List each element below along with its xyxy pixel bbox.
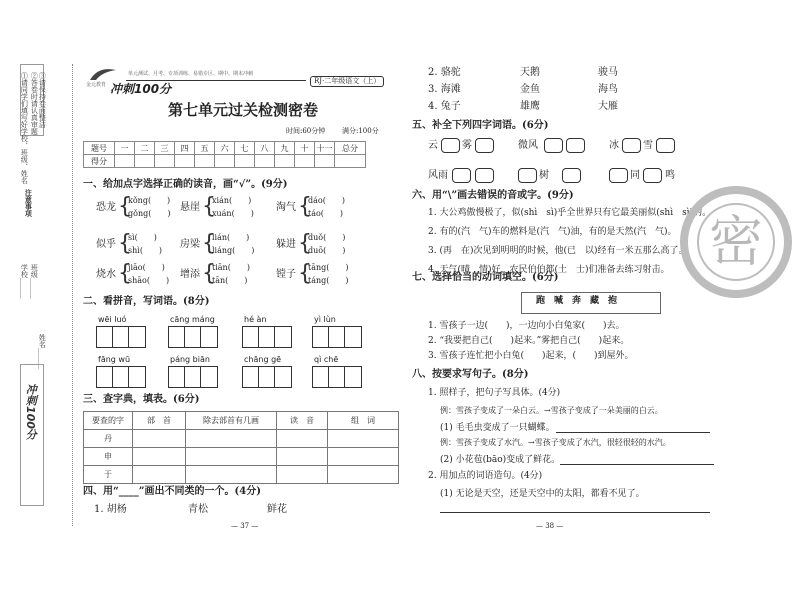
q4-item[interactable]: 鲜花 (267, 504, 287, 515)
q2-pinyin: qì chē (314, 355, 339, 364)
q5-char: 云 (428, 140, 438, 151)
score-header-cell: 七 (235, 142, 255, 155)
writing-grid[interactable] (312, 326, 362, 348)
q1-word: 似乎 (96, 239, 116, 250)
score-header-cell: 十一 (316, 143, 333, 153)
q1-option[interactable]: xuán( ) (212, 209, 254, 218)
q2-pinyin: yì lùn (314, 315, 336, 324)
q6-line[interactable]: 1. 大公鸡傲慢极了，似(shì sì)乎全世界只有它最美丽似(shì sì)的。 (428, 208, 712, 218)
dict-cell[interactable] (133, 448, 186, 466)
verb-list: 跑 喊 奔 藏 抱 (536, 296, 618, 306)
q4-item[interactable]: 4. 兔子 (428, 101, 461, 112)
writing-grid[interactable] (168, 366, 218, 388)
q1-option[interactable]: lián( ) (212, 233, 250, 242)
q5-blank[interactable] (475, 138, 494, 153)
q4-item[interactable]: 2. 骆驼 (428, 67, 461, 78)
dict-cell[interactable] (133, 430, 186, 448)
q8-sentence-3: (1) 无论是天空，还是天空中的太阳，都看不见了。 (440, 489, 645, 499)
dict-char: 申 (84, 448, 133, 466)
side-note-3: ③请保持卷面整洁 (38, 72, 47, 128)
q1-option[interactable]: tān( ) (212, 276, 248, 285)
dict-header: 要查的字 (84, 412, 133, 430)
q8-sentence-2: (2) 小花苞(bāo)变成了鲜花。 (440, 455, 561, 465)
q4-title: 四、用“____”画出不同类的一个。(4分) (83, 486, 261, 497)
dict-cell[interactable] (328, 466, 399, 484)
q4-item[interactable]: 1. 胡杨 (94, 504, 127, 515)
side-label-class[interactable]: 班级______ (30, 264, 39, 299)
q4-item[interactable]: 青松 (188, 504, 208, 515)
q5-blank[interactable] (475, 168, 494, 183)
stamp-char: 密 (709, 210, 763, 273)
q7-line[interactable]: 2. “我要把自己( )起来。”雾把自己( )起来。 (428, 336, 630, 346)
q8-sub1: 1. 照样子，把句子写具体。(4分) (428, 388, 561, 398)
writing-grid[interactable] (242, 366, 292, 388)
q1-word: 躲进 (276, 239, 296, 250)
time-info: 时间:60分钟 (286, 127, 326, 135)
answer-line[interactable] (440, 512, 710, 513)
score-cell[interactable] (195, 155, 215, 168)
brace-icon: { (202, 194, 216, 219)
q5-blank[interactable] (656, 138, 675, 153)
score-header-cell: 二 (135, 142, 155, 155)
page-title: 第七单元过关检测密卷 (168, 101, 319, 119)
q1-option[interactable]: gǒng( ) (128, 209, 171, 218)
table-row (84, 448, 399, 466)
side-notice-title: 注意事项 (24, 189, 34, 217)
dict-header: 部 首 (133, 412, 186, 430)
q8-sub2: 2. 用加点的词语造句。(4分) (428, 471, 543, 481)
q1-option[interactable]: shì( ) (128, 246, 163, 255)
q1-option[interactable]: kǒng( ) (128, 196, 171, 205)
q2-pinyin: páng biān (170, 355, 210, 364)
score-cell[interactable] (255, 155, 275, 168)
score-cell[interactable] (175, 155, 195, 168)
score-header-cell: 十 (295, 142, 315, 155)
q5-blank[interactable] (609, 168, 628, 183)
q5-char: 树 (539, 170, 549, 181)
q1-option[interactable]: duǒ( ) (308, 233, 346, 242)
dict-cell[interactable] (186, 430, 277, 448)
answer-line[interactable] (560, 464, 714, 465)
q2-pinyin: wēi luó (98, 315, 127, 324)
header-tagline: 单元测试、月考、专项训练、易错专区、期中、期末冲刺 (128, 71, 254, 77)
score-info: 满分:100分 (342, 127, 379, 135)
q1-option[interactable]: tiān( ) (212, 263, 250, 272)
score-header-cell: 一 (115, 142, 135, 155)
dict-cell[interactable] (186, 448, 277, 466)
q1-word: 恐龙 (96, 202, 116, 213)
score-cell[interactable] (135, 155, 155, 168)
writing-grid[interactable] (168, 326, 218, 348)
brace-icon: { (118, 231, 132, 256)
q5-char: 风雨 (428, 170, 448, 181)
q6-line[interactable]: 4. 天气(晴 情)好，农民伯伯都(土 士)们准备去练习射击。 (428, 265, 670, 275)
secret-stamp (680, 186, 792, 298)
q1-option[interactable]: dáo( ) (308, 196, 345, 205)
q5-title: 五、补全下列四字词语。(6分) (412, 120, 549, 131)
header-subbrand: 金元教育 (86, 82, 107, 88)
q1-word: 增添 (180, 269, 200, 280)
q5-blank[interactable] (452, 168, 471, 183)
table-row (84, 466, 399, 484)
q1-word: 镗子 (276, 269, 296, 280)
binding-dotted-line (72, 64, 73, 526)
q7-line[interactable]: 1. 雪孩子一边( )，一边向小白兔家( )去。 (428, 321, 625, 331)
q1-option[interactable]: sì( ) (128, 233, 157, 242)
q5-char: 雾 (462, 140, 472, 151)
q8-example-2: 例：雪孩子变成了水汽。→雪孩子变成了水汽，很轻很轻的水汽。 (440, 438, 671, 447)
side-note-2: ②答卷时请认真审题 (30, 72, 39, 135)
score-cell[interactable] (215, 155, 235, 168)
header-brand: 冲刺100分 (110, 82, 172, 96)
page-number-left: — 37 — (231, 522, 259, 530)
score-cell[interactable] (335, 155, 366, 168)
dict-cell[interactable] (277, 466, 328, 484)
score-cell[interactable] (315, 155, 335, 168)
q1-option[interactable]: shāo( ) (128, 276, 170, 285)
score-label: 得分 (84, 155, 115, 168)
score-header-cell: 四 (175, 142, 195, 155)
q2-pinyin: hé àn (244, 315, 267, 324)
dict-cell[interactable] (277, 448, 328, 466)
score-header-cell: 题号 (84, 142, 115, 155)
q5-blank[interactable] (441, 138, 460, 153)
q6-line[interactable]: 3. (再 在)次见到明明的时候，他(已 以)经有一米五那么高了。 (428, 246, 688, 256)
q4-item[interactable]: 骏马 (598, 67, 618, 78)
q8-sentence-1: (1) 毛毛虫变成了一只蝴蝶。 (440, 423, 555, 433)
q6-title: 六、用“\”画去错误的音或字。(9分) (412, 190, 574, 201)
dict-cell[interactable] (328, 448, 399, 466)
q5-blank[interactable] (566, 138, 585, 153)
q1-option[interactable]: xián( ) (212, 196, 252, 205)
q4-item[interactable]: 大雁 (598, 101, 618, 112)
writing-grid[interactable] (312, 366, 362, 388)
score-header-cell: 总分 (335, 142, 366, 155)
score-table (83, 141, 366, 168)
q4-item[interactable]: 海鸟 (598, 84, 618, 95)
q2-pinyin: cāng máng (170, 315, 215, 324)
side-note-1: ①请同学们填写好学校、班级、姓名 (20, 72, 29, 184)
q5-char: 雪 (643, 140, 653, 151)
writing-grid[interactable] (242, 326, 292, 348)
dict-cell[interactable] (133, 466, 186, 484)
side-label-school[interactable]: 学校______ (20, 264, 29, 299)
score-header-cell: 三 (155, 142, 175, 155)
dict-char: 于 (84, 466, 133, 484)
q8-title: 八、按要求写句子。(8分) (412, 369, 529, 380)
side-strip (18, 64, 47, 526)
score-cell[interactable] (115, 155, 135, 168)
dictionary-table (83, 411, 399, 484)
score-cell[interactable] (235, 155, 255, 168)
q1-option[interactable]: tāng( ) (308, 263, 349, 272)
q1-option[interactable]: táo( ) (308, 209, 344, 218)
q4-item[interactable]: 天鹅 (520, 67, 540, 78)
dict-cell[interactable] (277, 430, 328, 448)
brace-icon: { (202, 261, 216, 286)
score-cell[interactable] (155, 155, 175, 168)
q2-title: 二、看拼音，写词语。(8分) (83, 296, 210, 307)
score-header-cell: 六 (215, 142, 235, 155)
brace-icon: { (298, 194, 312, 219)
q5-char: 微风 (518, 140, 538, 151)
q1-word: 悬崖 (180, 202, 200, 213)
q5-blank[interactable] (643, 168, 662, 183)
q2-pinyin: chāng gē (244, 355, 282, 364)
score-cell[interactable] (275, 155, 295, 168)
dict-header: 除去部首有几画 (186, 412, 277, 430)
dict-header: 读 音 (277, 412, 328, 430)
header-rule (126, 80, 306, 81)
q7-title: 七、选择恰当的动词填空。(6分) (412, 272, 559, 283)
q4-item[interactable]: 雄鹰 (520, 101, 540, 112)
q6-line[interactable]: 2. 有的(汽 气)车的燃料是(汽 气)油，有的是天然(汽 气)。 (428, 227, 677, 237)
q2-pinyin: fāng wū (98, 355, 131, 364)
q5-char: 同 (630, 170, 640, 181)
q5-blank[interactable] (518, 168, 537, 183)
brace-icon: { (118, 261, 132, 286)
q1-option[interactable]: duō( ) (308, 246, 346, 255)
brace-icon: { (298, 261, 312, 286)
brace-icon: { (298, 231, 312, 256)
q4-item[interactable]: 金鱼 (520, 84, 540, 95)
verb-box (521, 292, 661, 314)
q1-option[interactable]: táng( ) (308, 276, 349, 285)
q5-char: 鸣 (665, 170, 675, 181)
q1-option[interactable]: jiāo( ) (128, 263, 165, 272)
dict-cell[interactable] (328, 430, 399, 448)
q5-char: 冰 (609, 140, 619, 151)
q1-word: 烧水 (96, 269, 116, 280)
table-row (84, 430, 399, 448)
brace-icon: { (118, 194, 132, 219)
dict-char: 丹 (84, 430, 133, 448)
q8-example: 例：雪孩子变成了一朵白云。→雪孩子变成了一朵美丽的白云。 (440, 406, 663, 415)
q5-blank[interactable] (562, 168, 581, 183)
score-cell[interactable] (295, 155, 315, 168)
q4-item[interactable]: 3. 海滩 (428, 84, 461, 95)
side-label-name[interactable]: 姓名______ (38, 334, 47, 369)
q5-blank[interactable] (622, 138, 641, 153)
q3-title: 三、查字典，填表。(6分) (83, 394, 200, 405)
dict-header: 组 词 (328, 412, 399, 430)
q5-blank[interactable] (544, 138, 563, 153)
dict-cell[interactable] (186, 466, 277, 484)
q1-word: 淘气 (276, 202, 296, 213)
q1-title: 一、给加点字选择正确的读音，画“√”。(9分) (83, 179, 288, 190)
header-badge: RJ·二年级语文（上） (310, 76, 384, 87)
side-brand: 冲刺100分 (24, 384, 38, 440)
answer-line[interactable] (556, 432, 710, 433)
score-header-cell: 八 (255, 142, 275, 155)
q1-word: 房梁 (180, 239, 200, 250)
q7-line[interactable]: 3. 雪孩子连忙把小白兔( )起来，( )到屋外。 (428, 351, 634, 361)
writing-grid[interactable] (96, 366, 146, 388)
score-header-cell: 九 (275, 142, 295, 155)
writing-grid[interactable] (96, 326, 146, 348)
score-header-cell: 五 (195, 142, 215, 155)
page-number-right: — 38 — (536, 522, 564, 530)
brace-icon: { (202, 231, 216, 256)
q1-option[interactable]: liáng( ) (212, 246, 255, 255)
